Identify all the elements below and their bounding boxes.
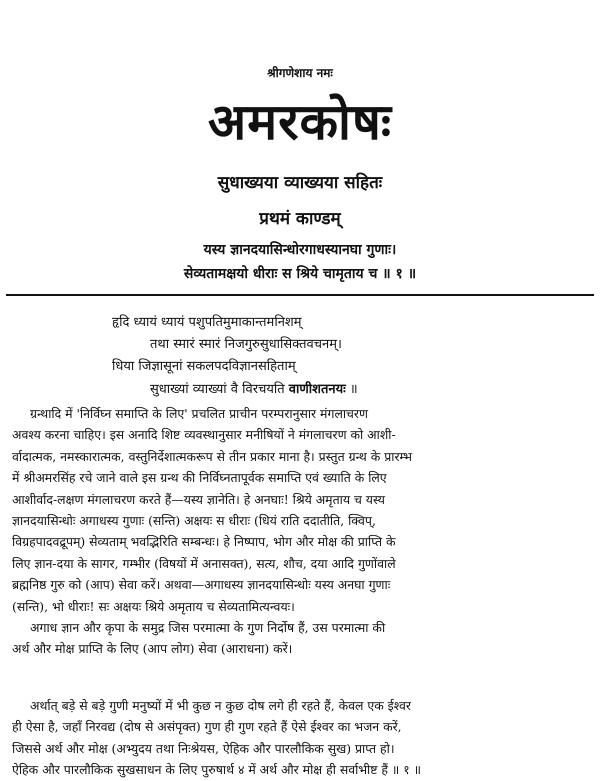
- paragraph-line: ऐहिक और पारलौकिक सुखसाधन के लिए पुरुषार्थ ४ में अर्थ और मोक्ष ही सर्वाभीष्ट हैं ॥ १ ॥: [12, 762, 422, 778]
- commentary-paragraph-2: [12, 695, 590, 781]
- verse-line-1: यस्य ज्ञानदयासिन्धोरगाधस्यानघा गुणाः।: [203, 242, 397, 258]
- paragraph-line: लिए ज्ञान-दया के सागर, गम्भीर (विषयों में अनासक्त), सत्य, शौच, दया आदि गुणोंवाले: [12, 555, 396, 571]
- mangala-line-3: धिया जिज्ञासूनां सकलपदविज्ञानसहिताम्: [112, 359, 296, 374]
- invocation-line: श्रीगणेशाय नमः: [267, 66, 333, 80]
- paragraph-line: आशीर्वाद-लक्षण मंगलाचरण करते हैं—यस्य ज्ञानेति। हे अनघाः! श्रिये अमृताय च यस्य: [12, 491, 385, 507]
- paragraph-line: ब्रह्मनिष्ठ गुरु को (आप) सेवा करें। अथवा—अगाधस्य ज्ञानदयासिन्धोः यस्य अनघा गुणाः: [12, 577, 391, 593]
- paragraph-line: अर्थात् बड़े से बड़े गुणी मनुष्यों में भी कुछ न कुछ दोष लगे ही रहते हैं, केवल एक ईश्वर: [30, 698, 411, 713]
- paragraph-line: (सन्ति), भो धीराः! सः अक्षयः श्रिये अमृताय च सेव्यतामित्यन्वयः।: [12, 598, 295, 614]
- paragraph-line: में श्रीअमरसिंह रचे जाने वाले इस ग्रन्थ की निर्विघ्नतापूर्वक समाप्ति एवं ख्याति के लिए: [12, 470, 387, 486]
- paragraph-line: अर्थ और मोक्ष प्राप्ति के लिए (आप लोग) सेवा (आराधना) करें।: [12, 641, 293, 657]
- paragraph-line: जिससे अर्थ और मोक्ष (अभ्युदय तथा निःश्रेयस, ऐहिक और पारलौकिक सुख) प्राप्त हो।: [12, 740, 395, 756]
- paragraph-line: ग्रन्थादि में 'निर्विघ्न समाप्ति के लिए' प्रचलित प्राचीन परम्परानुसार मंगलाचरण: [30, 406, 368, 421]
- mangala-line-4-end: ॥: [345, 382, 358, 397]
- mangala-line-4-text: सुधाख्यां व्याख्यां वै विरचयति: [150, 382, 289, 397]
- paragraph-line: विग्रहपादवद्रूपम्) सेव्यताम् भवद्भिरिति सम्बन्धः। हे निष्पाप, भोग और मोक्ष की प्राप्ति के: [12, 534, 396, 550]
- horizontal-divider: [6, 294, 594, 296]
- paragraph-line: अवश्य करना चाहिए। इस अनादि शिष्ट व्यवस्थानुसार मनीषियों ने मंगलाचरण को आशी-: [12, 427, 396, 443]
- mangala-line-1: हृदि ध्यायं ध्यायं पशुपतिमुमाकान्तमनिशम्: [112, 315, 302, 330]
- paragraph-line: अगाध ज्ञान और कृपा के समुद्र जिस परमात्मा के गुण निर्दोष हैं, उस परमात्मा की: [30, 620, 386, 636]
- commentary-paragraph-1: [12, 403, 590, 660]
- commentary-subtitle: सुधाख्यया व्याख्यया सहितः: [217, 173, 383, 193]
- paragraph-line: र्वादात्मक, नमस्कारात्मक, वस्तुनिर्देशात्मकरूप से तीन प्रकार माना है। प्रस्तुत ग्रन्थ के प्रारम्भ: [12, 448, 412, 464]
- book-title: अमरकोषः: [208, 92, 392, 151]
- section-heading: प्रथमं काण्डम्: [259, 209, 341, 229]
- paragraph-line: ही ऐसा है, जहाँ निरवद्य (दोष से असंपृक्त) गुण ही गुण रहते हैं ऐसे ईश्वर का भजन करें,: [12, 719, 402, 735]
- paragraph-line: ज्ञानदयासिन्धोः अगाधस्य गुणाः (सन्ति) अक्षयः स धीराः (धियं राति ददातीति, क्विप्,: [12, 513, 376, 529]
- mangala-line-2: तथा स्मारं स्मारं निजगुरुसुधासिक्तवचनम्।: [150, 337, 342, 352]
- mangala-line-4: [0, 379, 600, 397]
- author-name: वाणीशतनयः: [288, 382, 346, 397]
- verse-line-2: सेव्यतामक्षयो धीराः स श्रिये चामृताय च ॥ १ ॥: [183, 266, 417, 282]
